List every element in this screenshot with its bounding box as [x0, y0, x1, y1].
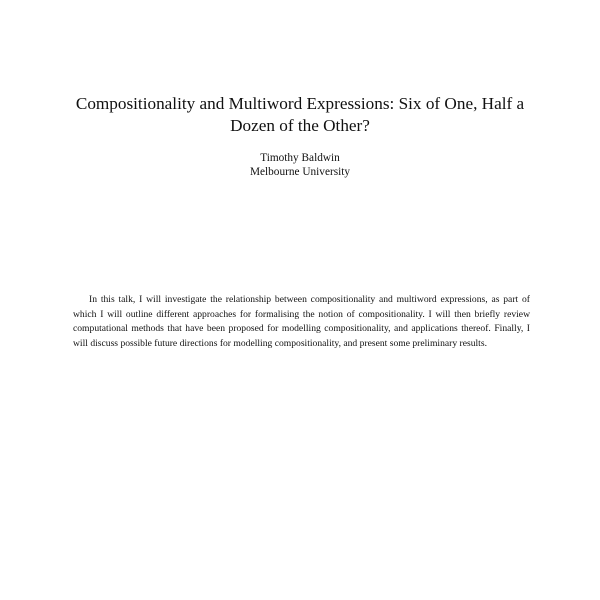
author-affiliation: Melbourne University	[249, 166, 351, 178]
paper-title: Compositionality and Multiword Expressions: Six of One, Half a Dozen of the Other?	[75, 94, 525, 135]
author-block	[100, 151, 500, 179]
author-name: Timothy Baldwin	[260, 152, 340, 164]
abstract-paragraph: In this talk, I will investigate the relationship between compositionality and multiword expressions, as part of which I will outline different approaches for formalising the notion of compositionality. I will then briefly review computational methods that have been proposed for modelling compositionality, and applications thereof. Finally, I will discuss possible future directions for modelling compositionality, and present some preliminary results.	[73, 294, 530, 349]
